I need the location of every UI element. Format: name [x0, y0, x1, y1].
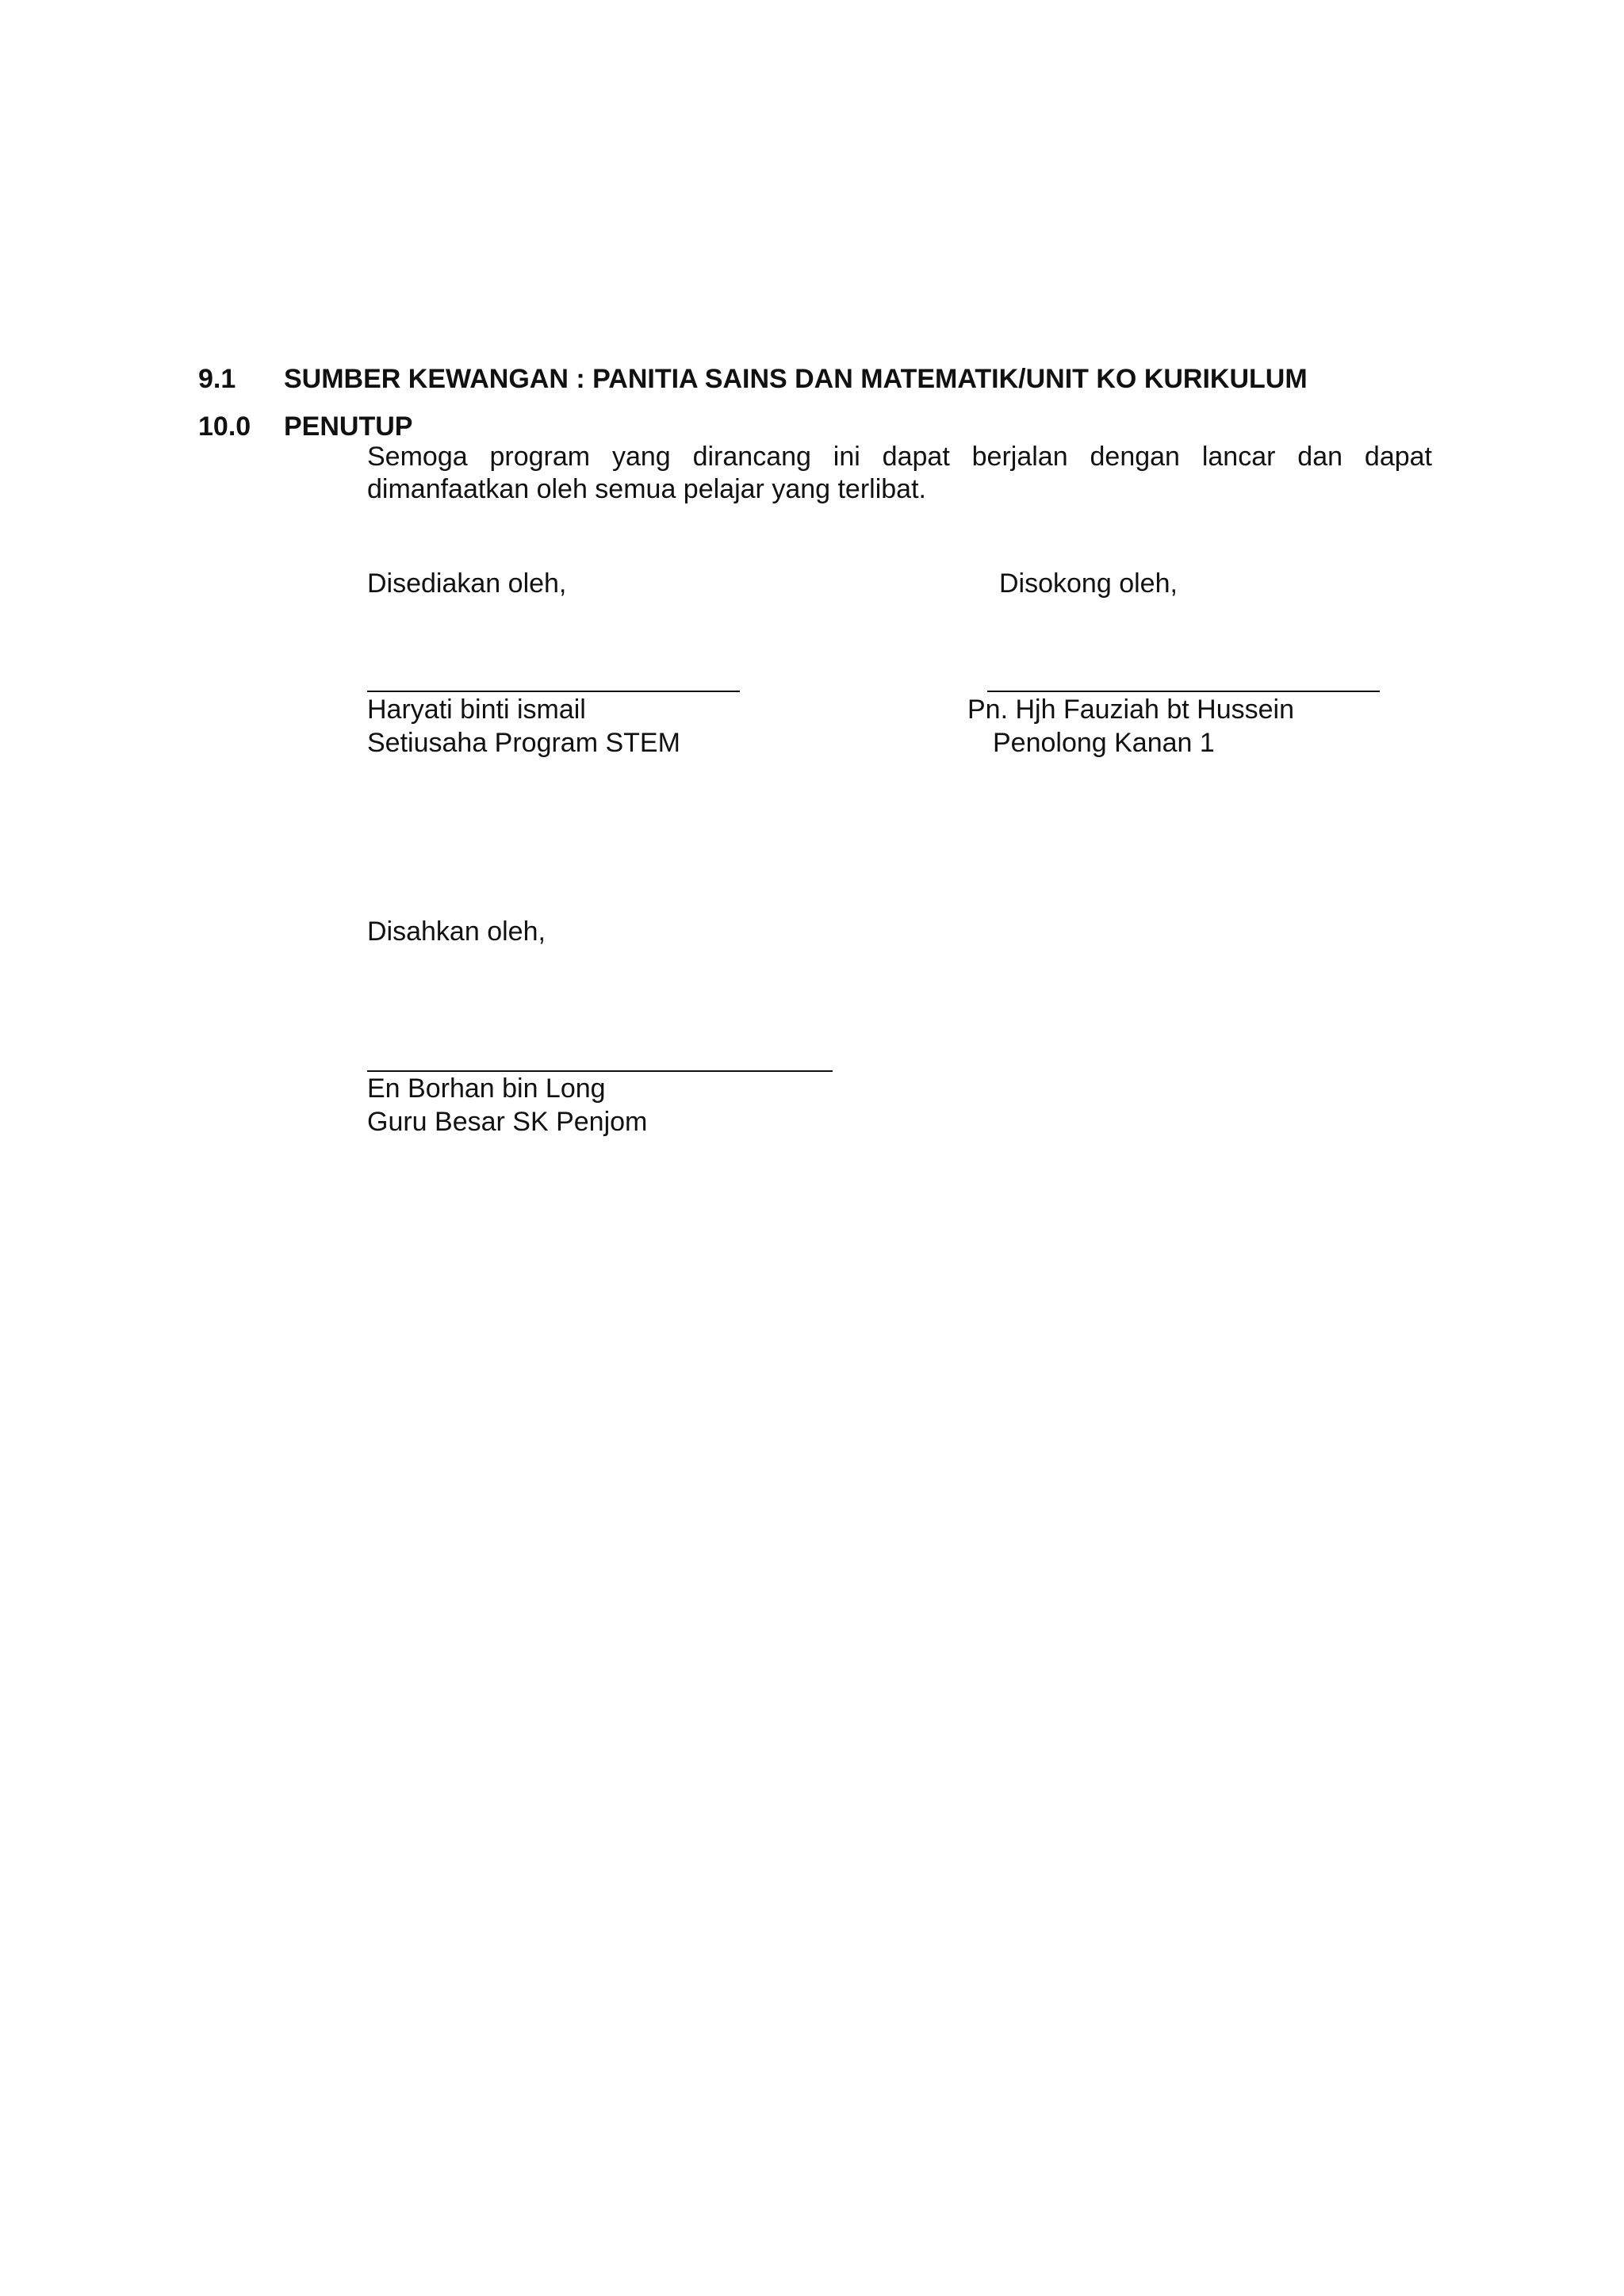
approved-by-signature-line — [367, 1070, 833, 1072]
section-10-0-number: 10.0 — [198, 411, 251, 442]
prepared-by-role: Setiusaha Program STEM — [367, 728, 680, 758]
supported-by-name: Pn. Hjh Fauziah bt Hussein — [967, 695, 1294, 725]
closing-paragraph-line-1: Semoga program yang dirancang ini dapat berjalan dengan lancar dan dapat — [367, 442, 1432, 472]
prepared-by-heading: Disediakan oleh, — [367, 568, 567, 599]
prepared-by-signature-line — [367, 691, 740, 692]
supported-by-heading: Disokong oleh, — [999, 568, 1178, 599]
approved-by-role: Guru Besar SK Penjom — [367, 1107, 648, 1137]
section-9-1-title: SUMBER KEWANGAN : PANITIA SAINS DAN MATEMATIK/UNIT KO KURIKULUM — [284, 364, 1308, 394]
section-9-1-number: 9.1 — [198, 364, 236, 394]
approved-by-name: En Borhan bin Long — [367, 1073, 606, 1104]
prepared-by-name: Haryati binti ismail — [367, 695, 586, 725]
closing-paragraph — [367, 441, 1432, 506]
supported-by-role: Penolong Kanan 1 — [993, 728, 1215, 758]
section-10-0-title: PENUTUP — [284, 411, 413, 442]
closing-paragraph-line-2: dimanfaatkan oleh semua pelajar yang terlibat. — [367, 474, 926, 504]
supported-by-signature-line — [987, 691, 1380, 692]
approved-by-heading: Disahkan oleh, — [367, 916, 546, 947]
